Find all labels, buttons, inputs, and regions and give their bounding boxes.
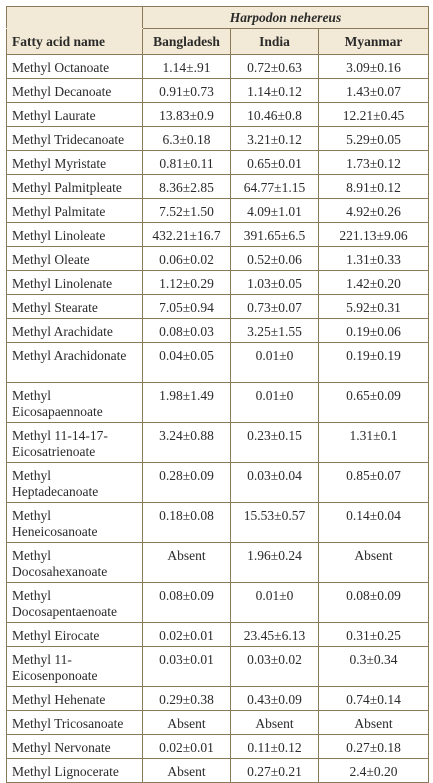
table-row — [7, 383, 429, 423]
fatty-acid-name-cell: Methyl Eicosapaennoate — [7, 383, 143, 423]
table-row — [7, 319, 429, 343]
myanmar-value-cell: 0.3±0.34 — [319, 647, 429, 687]
myanmar-value-cell: 1.31±0.1 — [319, 423, 429, 463]
fatty-acid-name-cell: Methyl Arachidate — [7, 319, 143, 343]
fatty-acid-table — [6, 6, 429, 783]
species-header-row — [7, 7, 429, 29]
bangladesh-value-cell: 6.3±0.18 — [143, 127, 231, 151]
bangladesh-value-cell: 7.52±1.50 — [143, 199, 231, 223]
india-value-cell: 1.03±0.05 — [231, 271, 319, 295]
myanmar-value-cell: 0.14±0.04 — [319, 503, 429, 543]
table-row — [7, 343, 429, 383]
fatty-acid-name-cell: Methyl Linoleate — [7, 223, 143, 247]
myanmar-value-cell: 0.19±0.06 — [319, 319, 429, 343]
fatty-acid-name-cell: Methyl Myristate — [7, 151, 143, 175]
table-row — [7, 247, 429, 271]
bangladesh-value-cell: 0.02±0.01 — [143, 623, 231, 647]
myanmar-value-cell: 0.65±0.09 — [319, 383, 429, 423]
fatty-acid-name-cell: Methyl Decanoate — [7, 79, 143, 103]
table-row — [7, 623, 429, 647]
india-value-cell: 4.09±1.01 — [231, 199, 319, 223]
india-value-cell: 15.53±0.57 — [231, 503, 319, 543]
bangladesh-value-cell: 1.14±.91 — [143, 55, 231, 79]
fatty-acid-name-cell: Methyl Tridecanoate — [7, 127, 143, 151]
header-blank-cell — [7, 7, 143, 29]
india-value-cell: 1.14±0.12 — [231, 79, 319, 103]
myanmar-value-cell: 1.42±0.20 — [319, 271, 429, 295]
bangladesh-value-cell: Absent — [143, 543, 231, 583]
bangladesh-value-cell: 0.03±0.01 — [143, 647, 231, 687]
myanmar-value-cell: Absent — [319, 543, 429, 583]
india-value-cell: 0.01±0 — [231, 383, 319, 423]
india-value-cell: 0.03±0.04 — [231, 463, 319, 503]
myanmar-value-cell: 5.92±0.31 — [319, 295, 429, 319]
table-row — [7, 223, 429, 247]
india-value-cell: 0.27±0.21 — [231, 759, 319, 783]
myanmar-value-cell: 0.19±0.19 — [319, 343, 429, 383]
bangladesh-value-cell: 0.08±0.09 — [143, 583, 231, 623]
bangladesh-value-cell: 13.83±0.9 — [143, 103, 231, 127]
myanmar-value-cell: Absent — [319, 711, 429, 735]
column-header-myanmar: Myanmar — [319, 29, 429, 55]
table-row — [7, 271, 429, 295]
bangladesh-value-cell: 8.36±2.85 — [143, 175, 231, 199]
table-row — [7, 151, 429, 175]
india-value-cell: 64.77±1.15 — [231, 175, 319, 199]
column-header-india: India — [231, 29, 319, 55]
fatty-acid-name-cell: Methyl Heptadecanoate — [7, 463, 143, 503]
india-value-cell: 10.46±0.8 — [231, 103, 319, 127]
bangladesh-value-cell: 0.29±0.38 — [143, 687, 231, 711]
fatty-acid-name-cell: Methyl Laurate — [7, 103, 143, 127]
table-row — [7, 735, 429, 759]
myanmar-value-cell: 3.09±0.16 — [319, 55, 429, 79]
myanmar-value-cell: 4.92±0.26 — [319, 199, 429, 223]
fatty-acid-name-cell: Methyl Hehenate — [7, 687, 143, 711]
column-header-fatty-acid: Fatty acid name — [7, 29, 143, 55]
india-value-cell: 0.65±0.01 — [231, 151, 319, 175]
myanmar-value-cell: 8.91±0.12 — [319, 175, 429, 199]
india-value-cell: 0.72±0.63 — [231, 55, 319, 79]
bangladesh-value-cell: 0.02±0.01 — [143, 735, 231, 759]
myanmar-value-cell: 1.31±0.33 — [319, 247, 429, 271]
table-row — [7, 647, 429, 687]
india-value-cell: 23.45±6.13 — [231, 623, 319, 647]
fatty-acid-name-cell: Methyl Docosahexanoate — [7, 543, 143, 583]
myanmar-value-cell: 1.73±0.12 — [319, 151, 429, 175]
table-row — [7, 759, 429, 783]
fatty-acid-name-cell: Methyl Eirocate — [7, 623, 143, 647]
bangladesh-value-cell: 0.18±0.08 — [143, 503, 231, 543]
table-row — [7, 543, 429, 583]
fatty-acid-name-cell: Methyl Linolenate — [7, 271, 143, 295]
table-row — [7, 295, 429, 319]
fatty-acid-name-cell: Methyl 11-14-17-Eicosatrienoate — [7, 423, 143, 463]
india-value-cell: 0.01±0 — [231, 583, 319, 623]
myanmar-value-cell: 0.85±0.07 — [319, 463, 429, 503]
table-row — [7, 423, 429, 463]
myanmar-value-cell: 221.13±9.06 — [319, 223, 429, 247]
bangladesh-value-cell: 3.24±0.88 — [143, 423, 231, 463]
bangladesh-value-cell: 0.06±0.02 — [143, 247, 231, 271]
fatty-acid-name-cell: Methyl Palmitpleate — [7, 175, 143, 199]
fatty-acid-name-cell: Methyl Docosapentaenoate — [7, 583, 143, 623]
table-row — [7, 103, 429, 127]
bangladesh-value-cell: 1.12±0.29 — [143, 271, 231, 295]
table-row — [7, 55, 429, 79]
myanmar-value-cell: 0.27±0.18 — [319, 735, 429, 759]
myanmar-value-cell: 0.74±0.14 — [319, 687, 429, 711]
bangladesh-value-cell: 0.28±0.09 — [143, 463, 231, 503]
bangladesh-value-cell: 0.04±0.05 — [143, 343, 231, 383]
table-row — [7, 583, 429, 623]
fatty-acid-name-cell: Methyl Octanoate — [7, 55, 143, 79]
table-row — [7, 711, 429, 735]
fatty-acid-name-cell: Methyl Tricosanoate — [7, 711, 143, 735]
fatty-acid-name-cell: Methyl Heneicosanoate — [7, 503, 143, 543]
myanmar-value-cell: 1.43±0.07 — [319, 79, 429, 103]
india-value-cell: 1.96±0.24 — [231, 543, 319, 583]
column-header-row — [7, 29, 429, 55]
table-row — [7, 175, 429, 199]
bangladesh-value-cell: 0.91±0.73 — [143, 79, 231, 103]
india-value-cell: 0.23±0.15 — [231, 423, 319, 463]
table-row — [7, 79, 429, 103]
fatty-acid-name-cell: Methyl Lignocerate — [7, 759, 143, 783]
india-value-cell: 0.52±0.06 — [231, 247, 319, 271]
bangladesh-value-cell: Absent — [143, 711, 231, 735]
bangladesh-value-cell: 7.05±0.94 — [143, 295, 231, 319]
fatty-acid-name-cell: Methyl 11-Eicosenponoate — [7, 647, 143, 687]
india-value-cell: 0.03±0.02 — [231, 647, 319, 687]
column-header-bangladesh: Bangladesh — [143, 29, 231, 55]
table-row — [7, 127, 429, 151]
myanmar-value-cell: 0.08±0.09 — [319, 583, 429, 623]
bangladesh-value-cell: Absent — [143, 759, 231, 783]
bangladesh-value-cell: 0.81±0.11 — [143, 151, 231, 175]
india-value-cell: 0.11±0.12 — [231, 735, 319, 759]
fatty-acid-name-cell: Methyl Arachidonate — [7, 343, 143, 383]
table-row — [7, 463, 429, 503]
table-row — [7, 687, 429, 711]
india-value-cell: 3.21±0.12 — [231, 127, 319, 151]
myanmar-value-cell: 12.21±0.45 — [319, 103, 429, 127]
india-value-cell: 3.25±1.55 — [231, 319, 319, 343]
myanmar-value-cell: 0.31±0.25 — [319, 623, 429, 647]
species-header: Harpodon nehereus — [143, 7, 429, 29]
fatty-acid-name-cell: Methyl Stearate — [7, 295, 143, 319]
table-row — [7, 503, 429, 543]
fatty-acid-name-cell: Methyl Oleate — [7, 247, 143, 271]
fatty-acid-name-cell: Methyl Nervonate — [7, 735, 143, 759]
myanmar-value-cell: 2.4±0.20 — [319, 759, 429, 783]
india-value-cell: 0.73±0.07 — [231, 295, 319, 319]
fatty-acid-name-cell: Methyl Palmitate — [7, 199, 143, 223]
bangladesh-value-cell: 432.21±16.7 — [143, 223, 231, 247]
table-row — [7, 199, 429, 223]
india-value-cell: 0.01±0 — [231, 343, 319, 383]
india-value-cell: Absent — [231, 711, 319, 735]
table-body — [7, 55, 429, 783]
india-value-cell: 0.43±0.09 — [231, 687, 319, 711]
bangladesh-value-cell: 0.08±0.03 — [143, 319, 231, 343]
india-value-cell: 391.65±6.5 — [231, 223, 319, 247]
bangladesh-value-cell: 1.98±1.49 — [143, 383, 231, 423]
myanmar-value-cell: 5.29±0.05 — [319, 127, 429, 151]
